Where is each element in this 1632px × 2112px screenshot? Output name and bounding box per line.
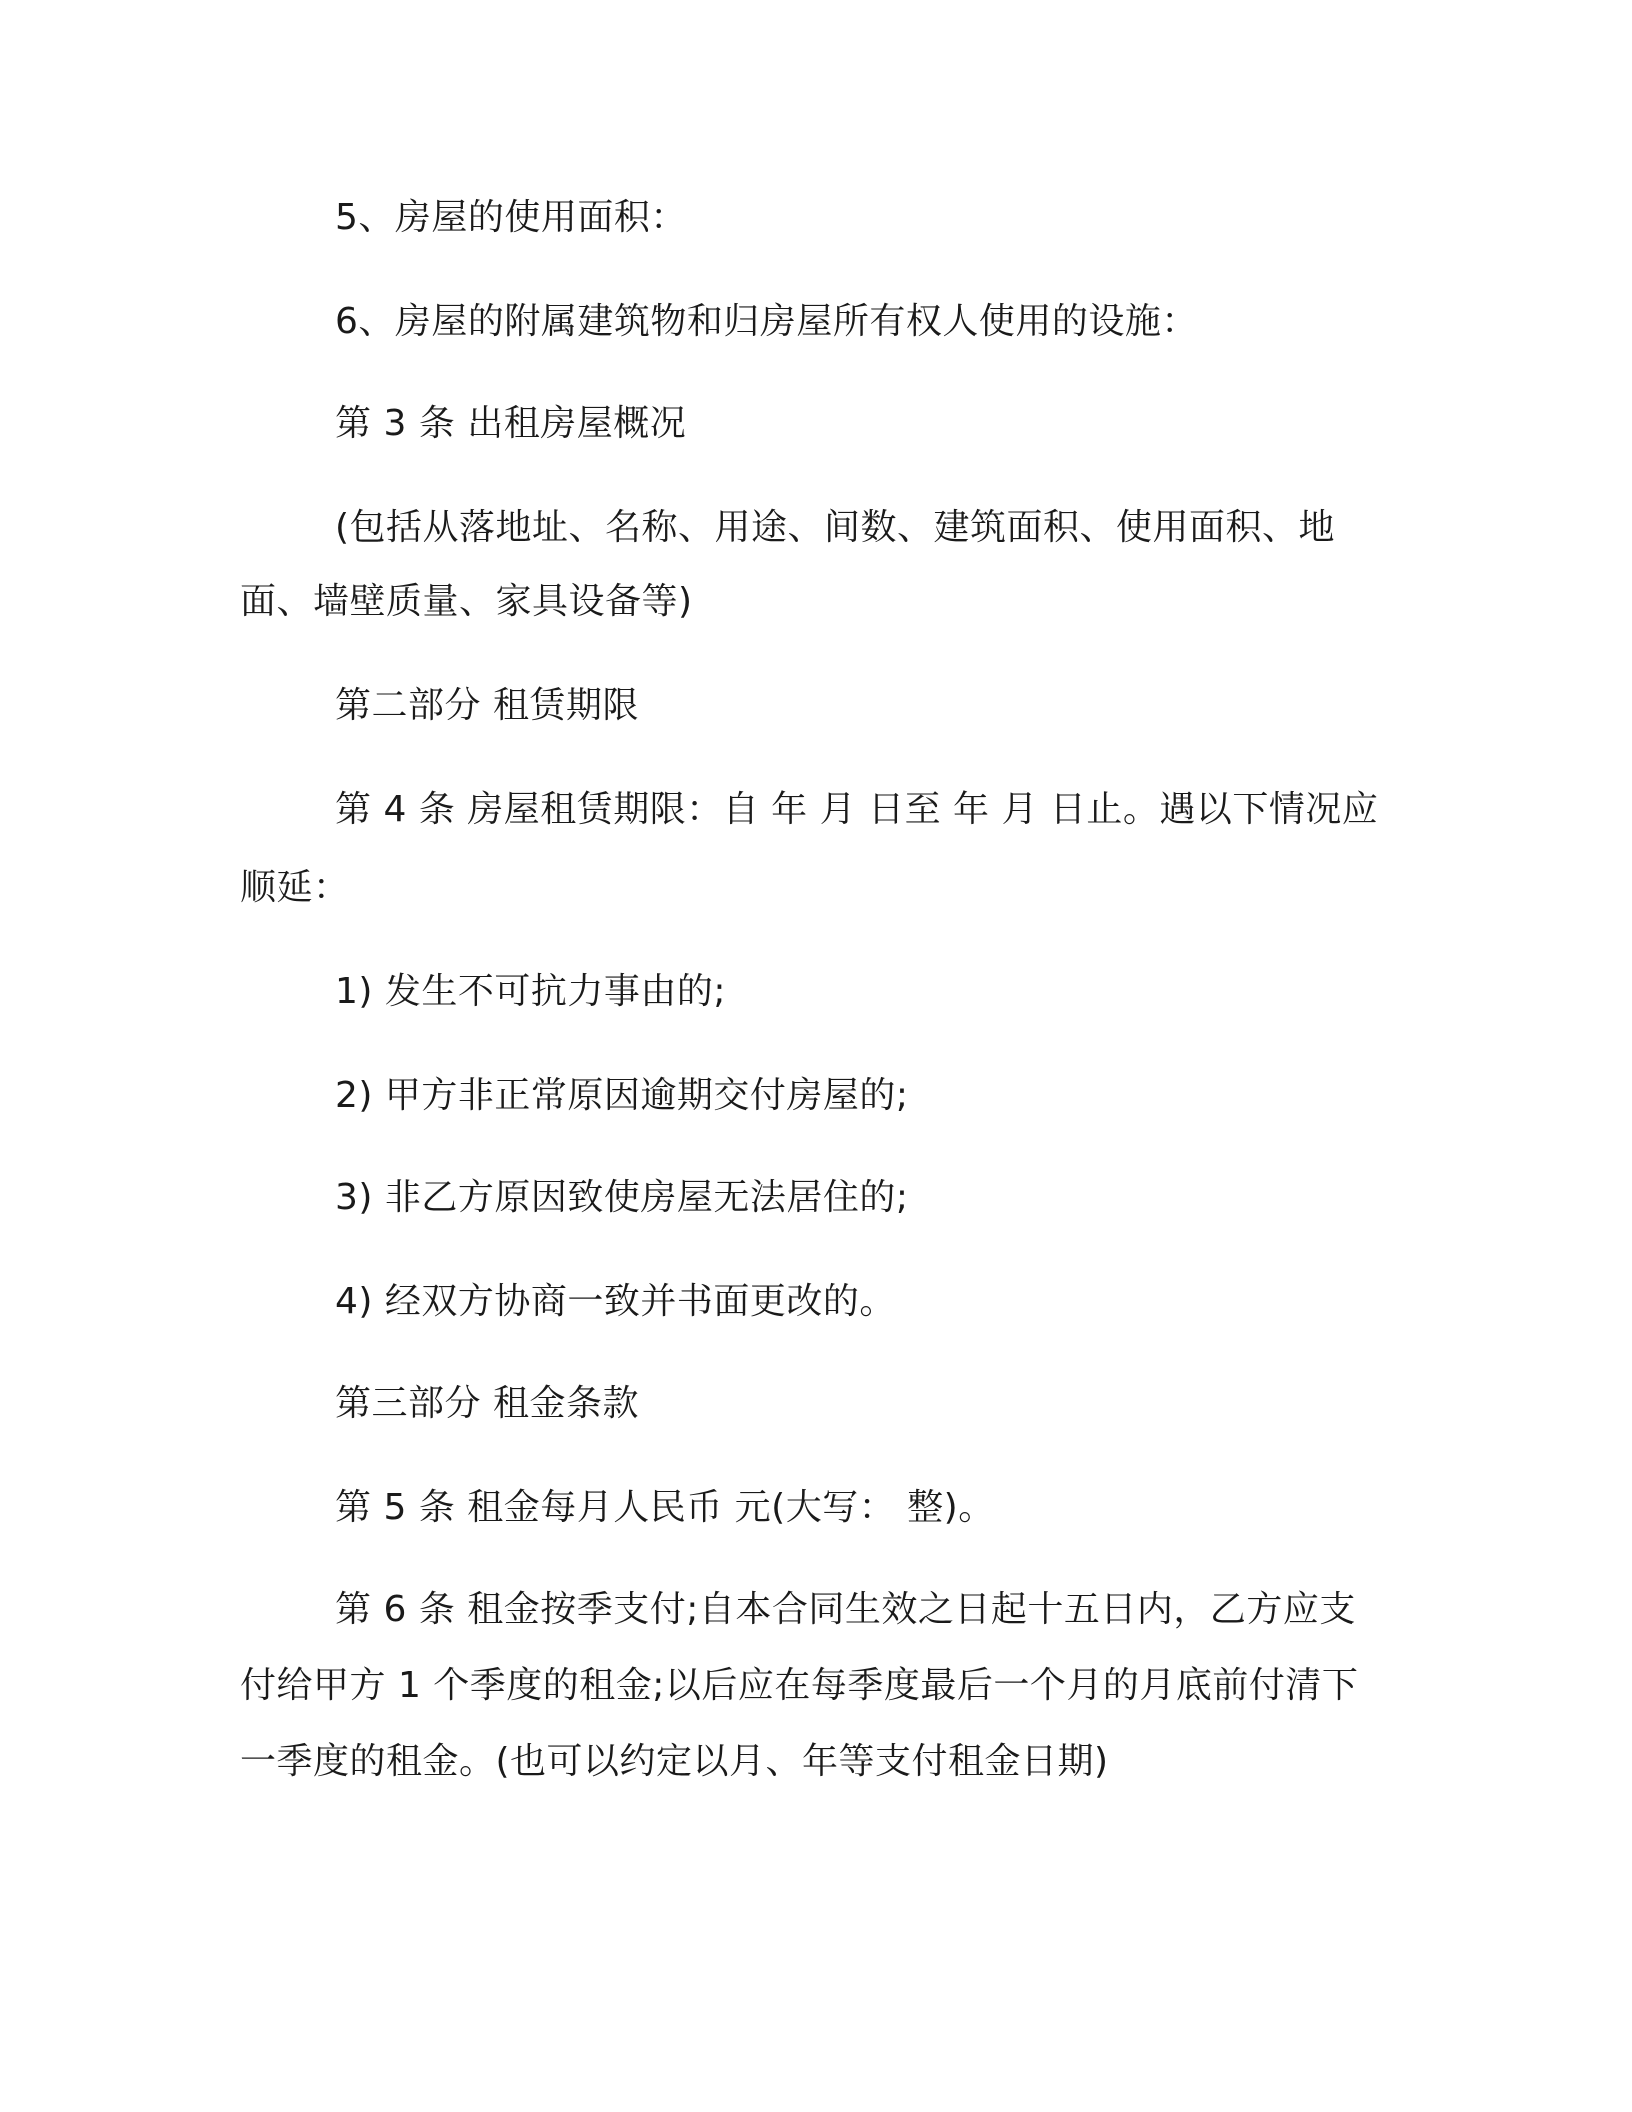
extension-item-1: 1) 发生不可抗力事由的; (335, 971, 727, 1012)
item-usable-area: 5、房屋的使用面积： (335, 197, 687, 238)
article-4-line-2: 顺延： (240, 867, 350, 908)
extension-item-3: 3) 非乙方原因致使房屋无法居住的; (335, 1177, 909, 1218)
extension-item-4: 4) 经双方协商一致并书面更改的。 (335, 1281, 896, 1322)
article-6-line-3: 一季度的租金。(也可以约定以月、年等支付租金日期) (240, 1741, 1109, 1782)
item-attached-facilities: 6、房屋的附属建筑物和归房屋所有权人使用的设施： (335, 301, 1198, 342)
part-3-heading: 第三部分 租金条款 (335, 1383, 639, 1424)
article-3-note-line-2: 面、墙壁质量、家具设备等) (240, 581, 693, 622)
article-3-heading: 第 3 条 出租房屋概况 (335, 403, 687, 444)
article-4-line-1: 第 4 条 房屋租赁期限：自 年 月 日至 年 月 日止。遇以下情况应 (335, 789, 1379, 830)
article-5: 第 5 条 租金每月人民币 元(大写： 整)。 (335, 1487, 995, 1528)
article-6-line-1: 第 6 条 租金按季支付;自本合同生效之日起十五日内，乙方应支 (335, 1589, 1356, 1630)
extension-item-2: 2) 甲方非正常原因逾期交付房屋的; (335, 1075, 909, 1116)
article-6-line-2: 付给甲方 1 个季度的租金;以后应在每季度最后一个月的月底前付清下 (240, 1665, 1359, 1706)
article-3-note-line-1: (包括从落地址、名称、用途、间数、建筑面积、使用面积、地 (335, 507, 1336, 548)
part-2-heading: 第二部分 租赁期限 (335, 685, 639, 726)
